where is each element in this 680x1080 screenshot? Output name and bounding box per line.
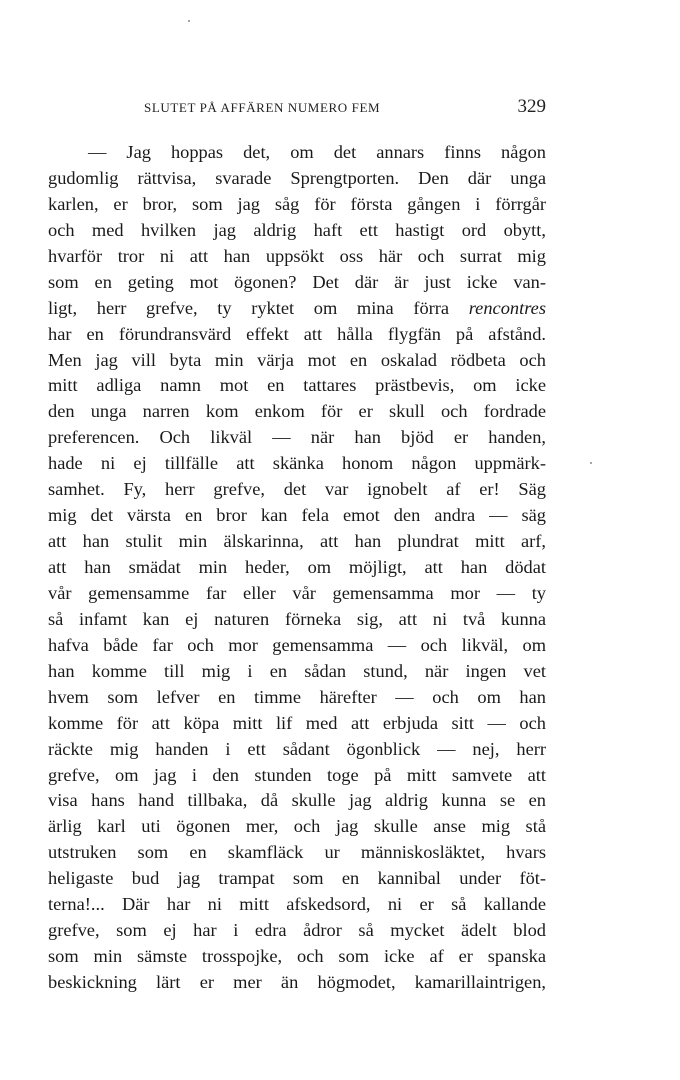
text-line: som en geting mot ögonen? Det där är just icke van- — [48, 271, 546, 292]
text-line: preferencen. Och likväl — när han bjöd er handen, — [48, 427, 546, 448]
page-number: 329 — [517, 96, 546, 117]
text-line: den unga narren kom enkom för er skull och fordrade — [48, 401, 546, 422]
text-line: komme för att köpa mitt lif med att erbjuda sitt — och — [48, 712, 546, 733]
text-line: han komme till mig i en sådan stund, när ingen vet — [48, 660, 546, 681]
text-line: heligaste bud jag trampat som en kannibal under föt- — [48, 868, 546, 889]
text-line: att han smädat min heder, om möjligt, att han dödat — [48, 557, 546, 577]
page-header — [48, 96, 546, 120]
text-line — [48, 296, 546, 322]
text-line-part: ligt, herr grefve, ty ryktet om mina förra rencontres — [48, 297, 546, 318]
text-line: — Jag hoppas det, om det annars finns någon — [88, 142, 546, 162]
text-line: ärlig karl uti ögonen mer, och jag skulle anse mig stå — [48, 816, 546, 837]
text-line: räckte mig handen i ett sådant ögonblick — nej, herr — [48, 738, 546, 759]
running-head: SLUTET PÅ AFFÄREN NUMERO FEM — [144, 100, 381, 115]
text-line: gudomlig rättvisa, svarade Sprengtporten. Den där unga — [48, 167, 546, 188]
text-line: grefve, som ej har i edra ådror så mycket ädelt blod — [48, 920, 546, 941]
text-line: utstruken som en skamfläck ur människosläktet, hvars — [48, 842, 546, 863]
text-line: har en förundransvärd effekt att hålla flygfän på afstånd. — [48, 323, 546, 344]
text-line: visa hans hand tillbaka, då skulle jag aldrig kunna se en — [48, 790, 546, 811]
text-line: karlen, er bror, som jag såg för första gången i förrgår — [48, 193, 546, 214]
text-line: mig det värsta en bror kan fela emot den andra — säg — [48, 505, 546, 526]
text-line: hade ni ej tillfälle att skänka honom någon uppmärk- — [48, 453, 546, 474]
text-line: vår gemensamme far eller vår gemensamma mor — ty — [48, 582, 546, 603]
text-line: hvarför tror ni att han uppsökt oss här och surrat mig — [48, 245, 546, 266]
text-line: och med hvilken jag aldrig haft ett hastigt ord obytt, — [48, 219, 546, 240]
text-line: hafva både far och mor gemensamma — och likväl, om — [48, 634, 546, 655]
paper-speck — [590, 462, 592, 464]
text-line: hvem som lefver en timme härefter — och om han — [48, 686, 546, 707]
italic-word: rencontres — [468, 297, 546, 318]
text-line: så infamt kan ej naturen förneka sig, att ni två kunna — [48, 608, 546, 629]
text-line: mitt adliga namn mot en tattares prästbevis, om icke — [48, 375, 546, 396]
paper-speck — [188, 20, 190, 22]
text-line: samhet. Fy, herr grefve, det var ignobelt af er! Säg — [48, 479, 546, 500]
body-text — [48, 140, 546, 996]
text-line: terna!... Där har ni mitt afskedsord, ni er så kallande — [48, 894, 546, 915]
text-line: som min sämste trosspojke, och som icke af er spanska — [48, 946, 546, 967]
text-line: beskickning lärt er mer än högmodet, kamarillaintrigen, — [48, 972, 546, 992]
text-line: Men jag vill byta min värja mot en oskalad rödbeta och — [48, 349, 546, 370]
text-line: grefve, om jag i den stunden toge på mitt samvete att — [48, 764, 546, 785]
text-line: att han stulit min älskarinna, att han plundrat mitt arf, — [48, 531, 546, 552]
